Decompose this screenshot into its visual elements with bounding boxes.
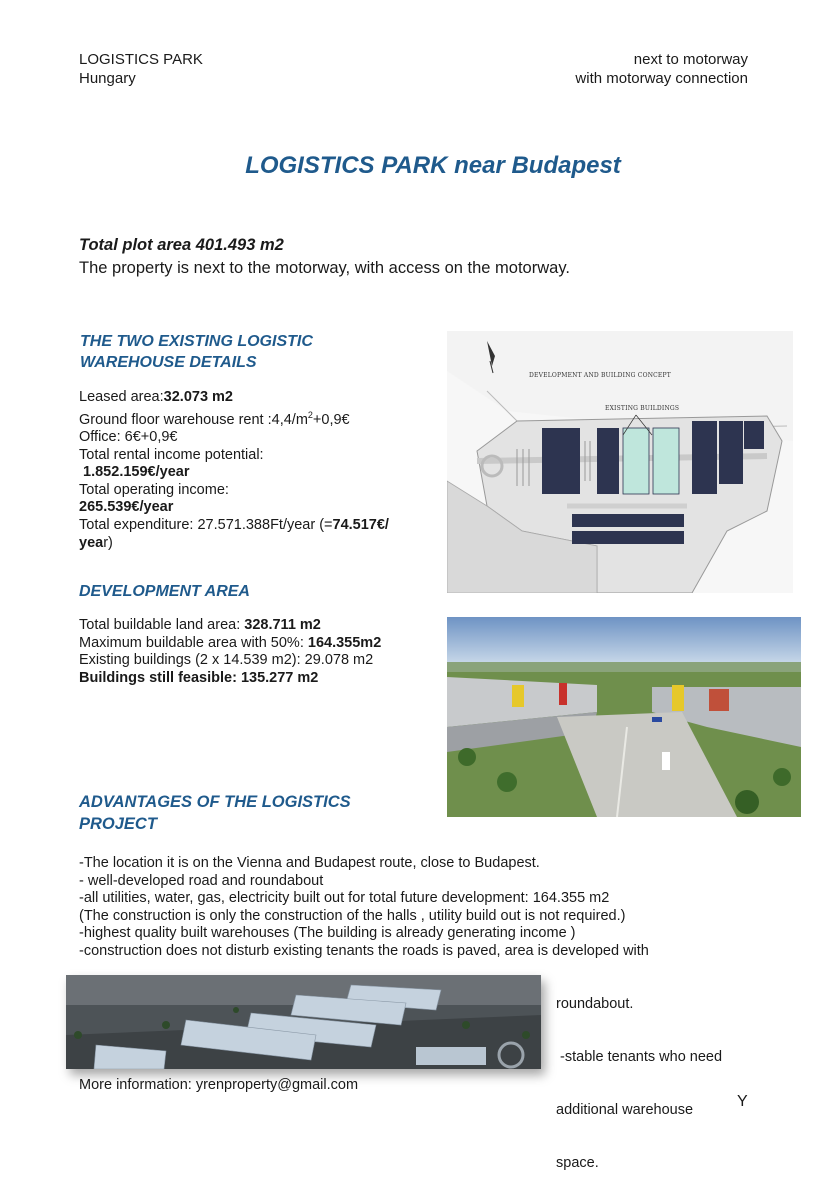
header-left xyxy=(79,50,203,88)
corner-mark: Y xyxy=(737,1093,748,1110)
office-rent: Office: 6€+0,9€ xyxy=(79,429,178,446)
label: Ground floor warehouse rent :4,4/m xyxy=(79,411,308,428)
existing-details xyxy=(79,389,424,552)
total-expenditure xyxy=(79,517,424,552)
existing-warehouses-heading xyxy=(80,331,313,373)
site-plan-image xyxy=(447,331,793,593)
header-right xyxy=(575,50,748,88)
feasible-buildings: Buildings still feasible: 135.277 m2 xyxy=(79,669,319,686)
advantage-item: -The location it is on the Vienna and Budapest route, close to Budapest. xyxy=(79,855,540,871)
advantage-item: -construction does not disturb existing tenants the roads is paved, area is developed with xyxy=(79,942,649,959)
value: 1.852.159€/year xyxy=(79,464,190,481)
value: 328.711 m2 xyxy=(244,617,321,633)
header-country: Hungary xyxy=(79,70,136,87)
heading-line: ADVANTAGES OF THE LOGISTICS xyxy=(79,793,351,811)
advantage-item: (The construction is only the construction of the halls , utility build out is not required.) xyxy=(79,907,626,924)
site-plan-drawing xyxy=(447,331,793,593)
existing-buildings-caption: EXISTING BUILDINGS xyxy=(605,405,680,412)
existing-buildings-area: Existing buildings (2 x 14.539 m2): 29.078 m2 xyxy=(79,652,374,669)
advantage-item: -highest quality built warehouses (The building is already generating income ) xyxy=(79,925,576,942)
park-render-drawing xyxy=(66,975,541,1069)
label: Total expenditure: 27.571.388Ft/year (= xyxy=(79,516,333,533)
aerial-photo-drawing xyxy=(447,617,801,817)
page-title: LOGISTICS PARK near Budapest xyxy=(245,152,621,179)
plot-area-title: Total plot area 401.493 m2 xyxy=(79,236,284,254)
advantage-item: space. xyxy=(556,1154,599,1171)
label: Total buildable land area: xyxy=(79,617,245,633)
value: 74.517€/ xyxy=(332,516,389,533)
advantages-heading xyxy=(79,791,351,835)
value: yea xyxy=(79,534,104,551)
rental-income-label: Total rental income potential: xyxy=(79,446,264,463)
label: Leased area: xyxy=(79,389,164,405)
advantage-item: additional warehouse xyxy=(556,1101,694,1118)
value: 164.355m2 xyxy=(307,634,382,651)
value-suffix: r) xyxy=(103,534,113,551)
label: Maximum buildable area with 50%: xyxy=(79,634,308,651)
header-park-name: LOGISTICS PARK xyxy=(79,51,203,68)
park-render-image xyxy=(66,975,541,1069)
contact-info: More information: yrenproperty@gmail.com xyxy=(79,1077,359,1093)
heading-line: THE TWO EXISTING LOGISTIC xyxy=(80,333,313,350)
rental-income-value xyxy=(79,464,424,482)
superscript: 2 xyxy=(307,409,313,420)
advantages-continuation xyxy=(556,961,776,1190)
max-buildable-area xyxy=(79,635,439,653)
advantage-item: roundabout. xyxy=(556,996,634,1013)
header-location-note: next to motorway xyxy=(633,51,748,68)
site-plan-caption: DEVELOPMENT AND BUILDING CONCEPT xyxy=(529,372,671,379)
value: +0,9€ xyxy=(312,411,350,428)
advantage-item: -all utilities, water, gas, electricity built out for total future development: 164.355 m2 xyxy=(79,890,610,907)
plot-description: The property is next to the motorway, with access on the motorway. xyxy=(79,259,570,277)
development-details xyxy=(79,617,439,687)
value: 265.539€/year xyxy=(79,499,174,516)
advantage-item: -stable tenants who need xyxy=(556,1048,723,1065)
warehouse-rent xyxy=(79,407,424,429)
heading-line: PROJECT xyxy=(79,815,157,833)
value: 32.073 m2 xyxy=(163,389,233,405)
advantages-list xyxy=(79,855,779,961)
header-connection-note: with motorway connection xyxy=(575,70,748,87)
operating-income-label: Total operating income: xyxy=(79,481,229,498)
heading-line: WAREHOUSE DETAILS xyxy=(80,354,257,371)
advantage-item: - well-developed road and roundabout xyxy=(79,872,324,889)
development-area-heading: DEVELOPMENT AREA xyxy=(79,583,250,600)
buildable-land-area xyxy=(79,617,439,635)
aerial-photo xyxy=(447,617,801,817)
operating-income-value xyxy=(79,499,424,517)
leased-area xyxy=(79,389,424,407)
